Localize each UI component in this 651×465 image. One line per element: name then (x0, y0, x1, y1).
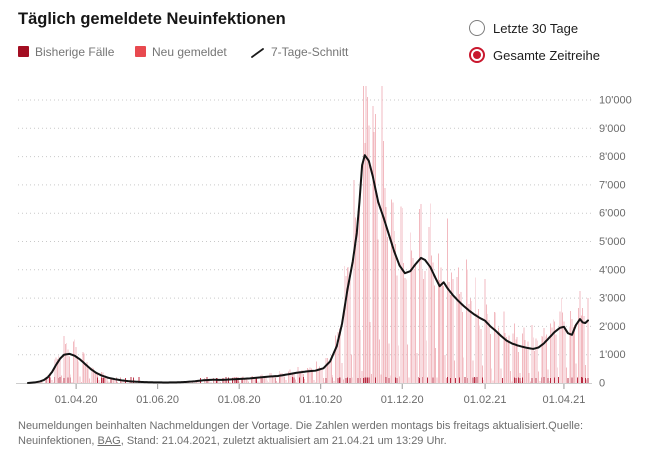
radio-option-gesamte-zeitreihe[interactable] (469, 47, 600, 63)
radio-option-letzte-30-tage[interactable] (469, 20, 600, 36)
bisherige-faelle-swatch (18, 46, 29, 57)
footnote-line2: Neuinfektionen, BAG, Stand: 21.04.2021, zuletzt aktualisiert am 21.04.21 um 13:29 Uhr. (18, 434, 447, 447)
legend-label: Bisherige Fälle (35, 44, 115, 59)
svg-text:01.06.20: 01.06.20 (136, 394, 180, 406)
legend-item-7-tage-schnitt (250, 45, 348, 58)
y-axis-labels (599, 95, 632, 390)
radio-label: Gesamte Zeitreihe (493, 47, 600, 63)
page-title: Täglich gemeldete Neuinfektionen (18, 10, 286, 28)
slash-icon (250, 46, 265, 58)
legend-item-neu-gemeldet (135, 45, 227, 58)
gridlines (18, 100, 592, 355)
view-toggle-group (469, 20, 600, 74)
svg-text:01.12.20: 01.12.20 (380, 394, 424, 406)
svg-text:0: 0 (599, 377, 606, 390)
bag-link[interactable]: BAG (97, 434, 121, 447)
x-axis-labels (55, 394, 586, 406)
radio-icon (469, 47, 485, 63)
legend-item-bisherige-faelle (18, 45, 114, 58)
radio-label: Letzte 30 Tage (493, 20, 579, 36)
svg-text:8'000: 8'000 (599, 151, 626, 164)
svg-text:01.04.21: 01.04.21 (542, 394, 586, 406)
header (18, 10, 286, 29)
svg-text:01.08.20: 01.08.20 (217, 394, 261, 406)
radio-icon (469, 20, 485, 36)
svg-text:10'000: 10'000 (599, 94, 632, 107)
svg-text:9'000: 9'000 (599, 122, 626, 135)
x-axis-ticks (76, 384, 564, 389)
svg-text:4'000: 4'000 (599, 264, 626, 277)
svg-text:01.10.20: 01.10.20 (299, 394, 343, 406)
svg-text:2'000: 2'000 (599, 320, 626, 333)
svg-text:3'000: 3'000 (599, 292, 626, 305)
svg-text:5'000: 5'000 (599, 236, 626, 248)
svg-text:01.04.20: 01.04.20 (54, 394, 98, 406)
svg-text:01.02.21: 01.02.21 (463, 394, 507, 406)
footnote (18, 419, 648, 448)
legend-label: Neu gemeldet (152, 44, 227, 59)
legend-label: 7-Tage-Schnitt (271, 44, 349, 59)
svg-text:1'000: 1'000 (599, 349, 626, 362)
neu-gemeldet-swatch (135, 46, 146, 57)
bars-bisherige-faelle (46, 377, 588, 383)
footnote-line1: Neumeldungen beinhalten Nachmeldungen der Vortage. Die Zahlen werden montags bis freitags aktualisiert.Quelle: (18, 420, 584, 432)
svg-text:7'000: 7'000 (599, 179, 626, 192)
svg-text:6'000: 6'000 (599, 207, 626, 220)
